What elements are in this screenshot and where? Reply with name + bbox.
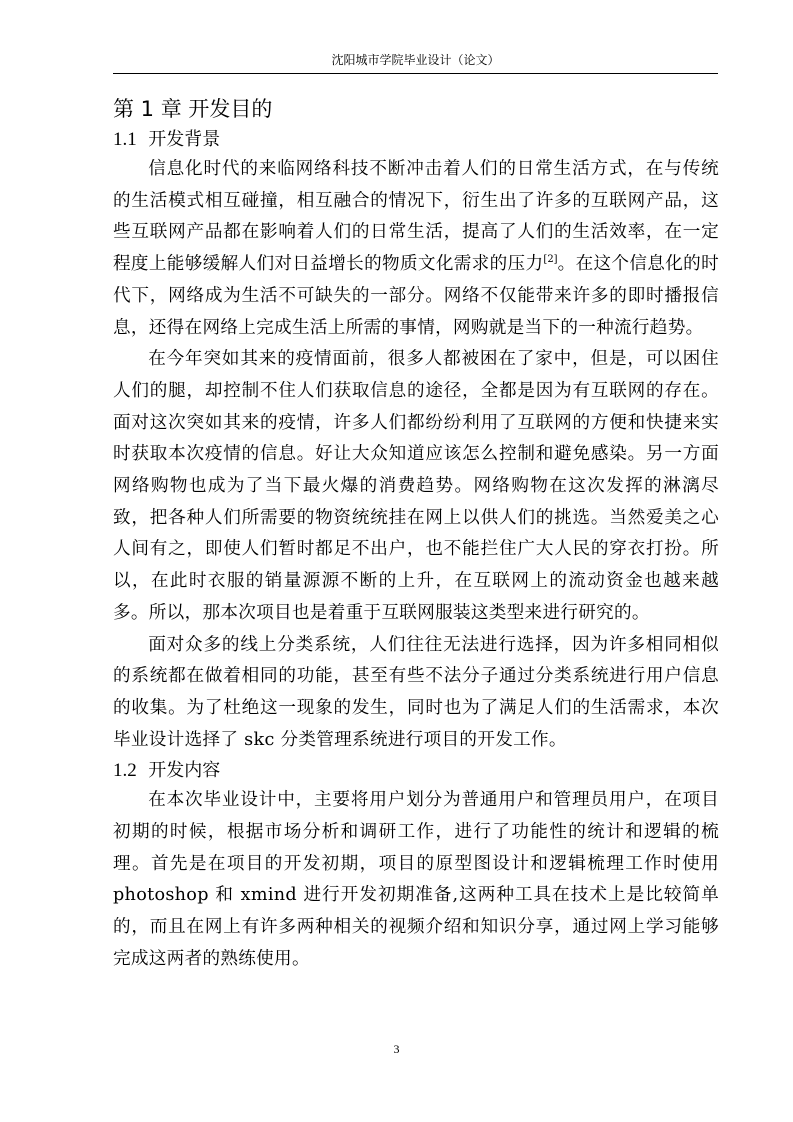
paragraph: 面对众多的线上分类系统，人们往往无法进行选择，因为许多相同相似的系统都在做着相同的功能，甚至有些不法分子通过分类系统进行用户信息的收集。为了杜绝这一现象的发生，同时也为了满足人们的生活需求，本次毕业设计选择了 skc 分类管理系统进行项目的开发工作。 [113, 634, 719, 750]
paragraph-text: 信息化时代的来临网络科技不断冲击着人们的日常生活方式，在与传统的生活模式相互碰撞，相互融合的情况下，衍生出了许多的互联网产品，这些互联网产品都在影响着人们的日常生活，提高了人们的生活效率，在一定程度上能够缓解人们对日益增长的物质文化需求的压力 [113, 159, 719, 275]
header-rule [113, 73, 718, 74]
page-number: 3 [393, 1042, 400, 1056]
section-heading [113, 756, 719, 785]
page-content [113, 93, 719, 976]
paragraph [113, 154, 719, 344]
section-title: 开发内容 [148, 760, 221, 782]
section-number: 1.1 [113, 129, 137, 150]
paragraph-text-continued: 。在这个信息化的时代下，网络成为生活不可缺失的一部分。网络不仅能带来许多的即时播报信息，还得在网络上完成生活上所需的事情，网购就是当下的一种流行趋势。 [113, 254, 720, 338]
paragraph: 在本次毕业设计中，主要将用户划分为普通用户和管理员用户，在项目初期的时候，根据市场分析和调研工作，进行了功能性的统计和逻辑的梳理。首先是在项目的开发初期，项目的原型图设计和逻辑梳理工作时使用 photoshop 和 xmind 进行开发初期准备,这两种工具在技术上是比较简单的，而且在网上有许多两种相关的视频介绍和知识分享，通过网上学习能够完成这两者的熟练使用。 [113, 790, 719, 969]
section-title: 开发背景 [148, 129, 221, 150]
paragraph: 在今年突如其来的疫情面前，很多人都被困在了家中，但是，可以困住人们的腿，却控制不住人们获取信息的途径，全都是因为有互联网的存在。面对这次突如其来的疫情，许多人们都纷纷利用了互联网的方便和快捷来实时获取本次疫情的信息。好让大众知道应该怎么控制和避免感染。另一方面网络购物也成为了当下最火爆的消费趋势。网络购物在这次发挥的淋漓尽致，把各种人们所需要的物资统统挂在网上以供人们的挑选。当然爱美之心人间有之，即使人们暂时都足不出户，也不能拦住广大人民的穿衣打扮。所以，在此时衣服的销量源源不断的上升，在互联网上的流动资金也越来越多。所以，那本次项目也是着重于互联网服装这类型来进行研究的。 [113, 349, 719, 623]
page-header: 沈阳城市学院毕业设计（论文） [331, 53, 500, 67]
section-number: 1.2 [113, 760, 137, 782]
citation-ref: [2] [543, 254, 558, 266]
chapter-title: 第 1 章 开发目的 [113, 97, 273, 121]
section-heading [113, 125, 719, 154]
